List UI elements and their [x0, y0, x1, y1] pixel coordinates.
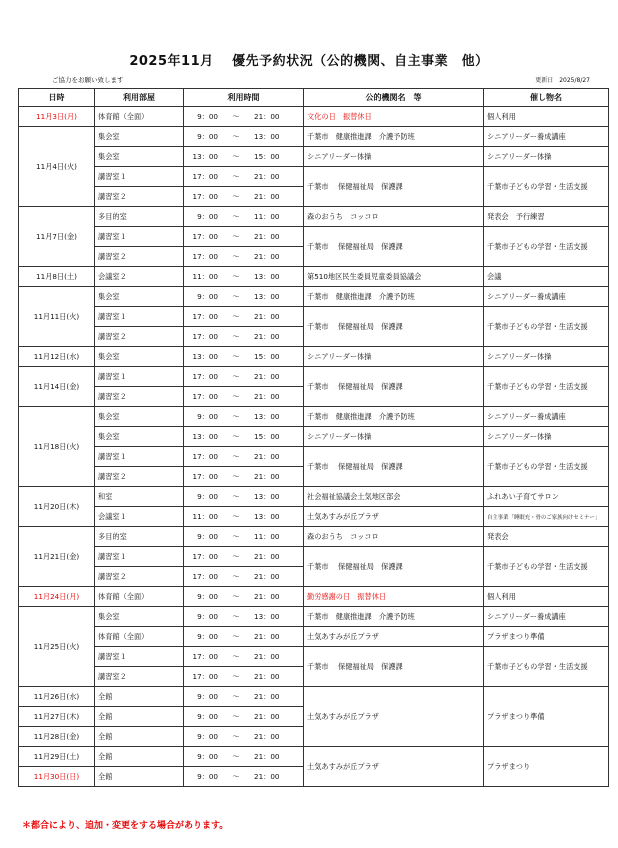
time-cell	[184, 107, 304, 127]
room-cell: 講習室１	[95, 307, 184, 327]
org-cell: シニアリーダー体操	[304, 347, 484, 367]
footer-note: ＊都合により、追加・変更をする場合があります。	[22, 821, 229, 831]
end-time: 21：00	[254, 571, 280, 581]
date-cell: 11月7日(金)	[19, 207, 95, 267]
end-time: 15：00	[254, 351, 280, 361]
org-cell: 社会福祉協議会土気地区部会	[304, 487, 484, 507]
start-time: 9：00	[197, 411, 218, 421]
date-cell: 11月21日(金)	[19, 527, 95, 587]
room-cell: 講習室２	[95, 667, 184, 687]
event-cell: プラザまつり	[484, 747, 609, 787]
start-time: 17：00	[192, 331, 218, 341]
start-time: 9：00	[197, 491, 218, 501]
room-cell: 会議室１	[95, 507, 184, 527]
date-cell: 11月28日(金)	[19, 727, 95, 747]
table-row	[19, 527, 609, 547]
header-date: 日時	[19, 89, 95, 107]
date-cell: 11月29日(土)	[19, 747, 95, 767]
date-cell: 11月18日(火)	[19, 407, 95, 487]
time-separator: ～	[232, 271, 240, 281]
room-cell: 講習室１	[95, 447, 184, 467]
start-time: 17：00	[192, 651, 218, 661]
end-time: 13：00	[254, 271, 280, 281]
start-time: 9：00	[197, 531, 218, 541]
room-cell: 講習室１	[95, 547, 184, 567]
table-body	[19, 107, 609, 787]
date-cell: 11月12日(水)	[19, 347, 95, 367]
org-cell: 土気あすみが丘プラザ	[304, 507, 484, 527]
room-cell: 体育館（全面）	[95, 587, 184, 607]
end-time: 13：00	[254, 611, 280, 621]
end-time: 13：00	[254, 511, 280, 521]
room-cell: 体育館（全面）	[95, 627, 184, 647]
date-cell: 11月8日(土)	[19, 267, 95, 287]
org-cell: 千葉市 保健福祉局 保護課	[304, 547, 484, 587]
time-cell	[184, 307, 304, 327]
time-separator: ～	[232, 411, 240, 421]
time-separator: ～	[232, 211, 240, 221]
room-cell: 全館	[95, 727, 184, 747]
org-cell: 千葉市 健康推進課 介護予防班	[304, 407, 484, 427]
time-separator: ～	[232, 631, 240, 641]
end-time: 21：00	[254, 731, 280, 741]
time-separator: ～	[232, 691, 240, 701]
room-cell: 和室	[95, 487, 184, 507]
start-time: 9：00	[197, 591, 218, 601]
start-time: 13：00	[192, 431, 218, 441]
start-time: 11：00	[192, 511, 218, 521]
start-time: 9：00	[197, 711, 218, 721]
org-cell: シニアリーダー体操	[304, 147, 484, 167]
time-separator: ～	[232, 491, 240, 501]
time-cell	[184, 567, 304, 587]
org-cell: 土気あすみが丘プラザ	[304, 747, 484, 787]
time-separator: ～	[232, 171, 240, 181]
start-time: 13：00	[192, 151, 218, 161]
end-time: 21：00	[254, 231, 280, 241]
table-row	[19, 107, 609, 127]
room-cell: 体育館（全面）	[95, 107, 184, 127]
table-row	[19, 127, 609, 147]
end-time: 11：00	[254, 211, 280, 221]
start-time: 17：00	[192, 551, 218, 561]
end-time: 21：00	[254, 591, 280, 601]
start-time: 17：00	[192, 451, 218, 461]
start-time: 9：00	[197, 111, 218, 121]
time-cell	[184, 607, 304, 627]
time-cell	[184, 227, 304, 247]
time-cell	[184, 507, 304, 527]
room-cell: 多目的室	[95, 207, 184, 227]
room-cell: 講習室１	[95, 367, 184, 387]
time-cell	[184, 767, 304, 787]
table-row	[19, 587, 609, 607]
room-cell: 集会室	[95, 407, 184, 427]
time-separator: ～	[232, 471, 240, 481]
time-cell	[184, 407, 304, 427]
date-cell: 11月24日(月)	[19, 587, 95, 607]
event-cell: シニアリーダー養成講座	[484, 287, 609, 307]
table-header-row	[19, 89, 609, 107]
event-cell: 自主事業「睡眠充・骨のご家族向けセミナー」	[484, 507, 609, 527]
event-cell: 千葉市子どもの学習・生活支援	[484, 307, 609, 347]
end-time: 21：00	[254, 751, 280, 761]
start-time: 17：00	[192, 391, 218, 401]
org-cell: 文化の日 振替休日	[304, 107, 484, 127]
room-cell: 講習室２	[95, 327, 184, 347]
end-time: 13：00	[254, 411, 280, 421]
time-cell	[184, 167, 304, 187]
time-cell	[184, 387, 304, 407]
table-row	[19, 547, 609, 567]
time-separator: ～	[232, 711, 240, 721]
room-cell: 全館	[95, 767, 184, 787]
table-row	[19, 627, 609, 647]
start-time: 9：00	[197, 691, 218, 701]
header-org: 公的機関名 等	[304, 89, 484, 107]
time-separator: ～	[232, 351, 240, 361]
time-separator: ～	[232, 191, 240, 201]
time-cell	[184, 367, 304, 387]
table-row	[19, 447, 609, 467]
time-separator: ～	[232, 551, 240, 561]
org-cell: 千葉市 保健福祉局 保護課	[304, 307, 484, 347]
time-cell	[184, 247, 304, 267]
end-time: 21：00	[254, 651, 280, 661]
start-time: 11：00	[192, 271, 218, 281]
start-time: 17：00	[192, 251, 218, 261]
org-cell: 土気あすみが丘プラザ	[304, 687, 484, 747]
time-separator: ～	[232, 651, 240, 661]
time-separator: ～	[232, 431, 240, 441]
org-cell: 千葉市 健康推進課 介護予防班	[304, 607, 484, 627]
table-row	[19, 207, 609, 227]
event-cell: 個人利用	[484, 587, 609, 607]
time-cell	[184, 427, 304, 447]
start-time: 9：00	[197, 211, 218, 221]
time-cell	[184, 347, 304, 367]
event-cell: 会議	[484, 267, 609, 287]
time-separator: ～	[232, 311, 240, 321]
time-separator: ～	[232, 391, 240, 401]
date-cell: 11月27日(木)	[19, 707, 95, 727]
end-time: 21：00	[254, 451, 280, 461]
date-cell: 11月14日(金)	[19, 367, 95, 407]
time-cell	[184, 747, 304, 767]
time-separator: ～	[232, 151, 240, 161]
time-cell	[184, 487, 304, 507]
time-cell	[184, 207, 304, 227]
end-time: 21：00	[254, 111, 280, 121]
room-cell: 講習室１	[95, 227, 184, 247]
event-cell: プラザまつり準備	[484, 627, 609, 647]
end-time: 21：00	[254, 371, 280, 381]
org-cell: 勤労感謝の日 振替休日	[304, 587, 484, 607]
event-cell: プラザまつり準備	[484, 687, 609, 747]
time-separator: ～	[232, 331, 240, 341]
table-row	[19, 407, 609, 427]
org-cell: 第510地区民生委員児童委員協議会	[304, 267, 484, 287]
time-cell	[184, 667, 304, 687]
event-cell: シニアリーダー養成講座	[484, 407, 609, 427]
room-cell: 全館	[95, 747, 184, 767]
event-cell: 千葉市子どもの学習・生活支援	[484, 447, 609, 487]
table-row	[19, 647, 609, 667]
table-row	[19, 487, 609, 507]
start-time: 17：00	[192, 171, 218, 181]
time-cell	[184, 627, 304, 647]
table-row	[19, 347, 609, 367]
room-cell: 会議室２	[95, 267, 184, 287]
start-time: 17：00	[192, 671, 218, 681]
table-row	[19, 147, 609, 167]
event-cell: 発表会 予行練習	[484, 207, 609, 227]
time-cell	[184, 467, 304, 487]
table-row	[19, 227, 609, 247]
end-time: 21：00	[254, 331, 280, 341]
start-time: 9：00	[197, 771, 218, 781]
date-cell: 11月26日(水)	[19, 687, 95, 707]
table-row	[19, 267, 609, 287]
time-separator: ～	[232, 131, 240, 141]
time-cell	[184, 287, 304, 307]
date-cell: 11月30日(日)	[19, 767, 95, 787]
table-row	[19, 687, 609, 707]
room-cell: 集会室	[95, 147, 184, 167]
table-row	[19, 167, 609, 187]
org-cell: 森のおうち コッコロ	[304, 527, 484, 547]
event-cell: 千葉市子どもの学習・生活支援	[484, 367, 609, 407]
end-time: 21：00	[254, 311, 280, 321]
time-cell	[184, 647, 304, 667]
room-cell: 集会室	[95, 127, 184, 147]
start-time: 17：00	[192, 571, 218, 581]
time-separator: ～	[232, 371, 240, 381]
start-time: 17：00	[192, 371, 218, 381]
end-time: 13：00	[254, 291, 280, 301]
table-row	[19, 287, 609, 307]
start-time: 9：00	[197, 731, 218, 741]
cooperation-note: ご協力をお願い致します	[52, 76, 124, 84]
event-cell: ふれあい子育てサロン	[484, 487, 609, 507]
event-cell: シニアリーダー体操	[484, 147, 609, 167]
time-cell	[184, 127, 304, 147]
start-time: 9：00	[197, 751, 218, 761]
event-cell: 千葉市子どもの学習・生活支援	[484, 547, 609, 587]
date-cell: 11月25日(火)	[19, 607, 95, 687]
end-time: 21：00	[254, 691, 280, 701]
end-time: 21：00	[254, 471, 280, 481]
event-cell: 千葉市子どもの学習・生活支援	[484, 647, 609, 687]
time-cell	[184, 187, 304, 207]
time-separator: ～	[232, 771, 240, 781]
org-cell: 森のおうち コッコロ	[304, 207, 484, 227]
room-cell: 講習室１	[95, 647, 184, 667]
room-cell: 集会室	[95, 427, 184, 447]
start-time: 17：00	[192, 471, 218, 481]
org-cell: 千葉市 保健福祉局 保護課	[304, 167, 484, 207]
time-cell	[184, 267, 304, 287]
table-row	[19, 507, 609, 527]
room-cell: 講習室１	[95, 167, 184, 187]
room-cell: 講習室２	[95, 187, 184, 207]
event-cell: シニアリーダー養成講座	[484, 607, 609, 627]
start-time: 9：00	[197, 291, 218, 301]
start-time: 17：00	[192, 311, 218, 321]
room-cell: 講習室２	[95, 387, 184, 407]
time-separator: ～	[232, 611, 240, 621]
end-time: 21：00	[254, 711, 280, 721]
end-time: 21：00	[254, 391, 280, 401]
time-separator: ～	[232, 751, 240, 761]
time-cell	[184, 447, 304, 467]
time-cell	[184, 727, 304, 747]
org-cell: 千葉市 保健福祉局 保護課	[304, 647, 484, 687]
start-time: 9：00	[197, 631, 218, 641]
end-time: 21：00	[254, 171, 280, 181]
updated-date: 更新日 2025/8/27	[535, 77, 590, 84]
org-cell: 千葉市 保健福祉局 保護課	[304, 227, 484, 267]
table-row	[19, 607, 609, 627]
header-room: 利用部屋	[95, 89, 184, 107]
table-row	[19, 747, 609, 767]
end-time: 21：00	[254, 631, 280, 641]
room-cell: 講習室２	[95, 467, 184, 487]
org-cell: シニアリーダー体操	[304, 427, 484, 447]
start-time: 17：00	[192, 231, 218, 241]
time-separator: ～	[232, 251, 240, 261]
org-cell: 千葉市 保健福祉局 保護課	[304, 447, 484, 487]
end-time: 15：00	[254, 151, 280, 161]
time-separator: ～	[232, 671, 240, 681]
room-cell: 全館	[95, 687, 184, 707]
date-cell: 11月20日(木)	[19, 487, 95, 527]
header-time: 利用時間	[184, 89, 304, 107]
start-time: 9：00	[197, 131, 218, 141]
table-row	[19, 367, 609, 387]
room-cell: 集会室	[95, 607, 184, 627]
start-time: 13：00	[192, 351, 218, 361]
end-time: 21：00	[254, 191, 280, 201]
time-separator: ～	[232, 451, 240, 461]
end-time: 13：00	[254, 131, 280, 141]
time-separator: ～	[232, 591, 240, 601]
header-event: 催し物名	[484, 89, 609, 107]
room-cell: 集会室	[95, 287, 184, 307]
time-separator: ～	[232, 111, 240, 121]
end-time: 21：00	[254, 551, 280, 561]
org-cell: 千葉市 健康推進課 介護予防班	[304, 287, 484, 307]
time-separator: ～	[232, 571, 240, 581]
end-time: 21：00	[254, 251, 280, 261]
room-cell: 多目的室	[95, 527, 184, 547]
end-time: 21：00	[254, 771, 280, 781]
time-cell	[184, 587, 304, 607]
time-cell	[184, 547, 304, 567]
time-cell	[184, 687, 304, 707]
start-time: 17：00	[192, 191, 218, 201]
time-cell	[184, 327, 304, 347]
room-cell: 全館	[95, 707, 184, 727]
time-separator: ～	[232, 231, 240, 241]
page-title: 2025年11月 優先予約状況（公的機関、自主事業 他）	[129, 54, 489, 69]
event-cell: 千葉市子どもの学習・生活支援	[484, 167, 609, 207]
time-cell	[184, 707, 304, 727]
end-time: 13：00	[254, 491, 280, 501]
start-time: 9：00	[197, 611, 218, 621]
time-separator: ～	[232, 731, 240, 741]
date-cell: 11月3日(月)	[19, 107, 95, 127]
event-cell: 個人利用	[484, 107, 609, 127]
time-separator: ～	[232, 531, 240, 541]
table-row	[19, 427, 609, 447]
table-row	[19, 307, 609, 327]
event-cell: シニアリーダー養成講座	[484, 127, 609, 147]
end-time: 21：00	[254, 671, 280, 681]
date-cell: 11月11日(火)	[19, 287, 95, 347]
room-cell: 講習室２	[95, 247, 184, 267]
org-cell: 千葉市 保健福祉局 保護課	[304, 367, 484, 407]
reservation-table	[18, 88, 609, 787]
time-cell	[184, 147, 304, 167]
date-cell: 11月4日(火)	[19, 127, 95, 207]
time-separator: ～	[232, 511, 240, 521]
end-time: 11：00	[254, 531, 280, 541]
end-time: 15：00	[254, 431, 280, 441]
time-separator: ～	[232, 291, 240, 301]
room-cell: 講習室２	[95, 567, 184, 587]
time-cell	[184, 527, 304, 547]
event-cell: 千葉市子どもの学習・生活支援	[484, 227, 609, 267]
event-cell: シニアリーダー体操	[484, 427, 609, 447]
room-cell: 集会室	[95, 347, 184, 367]
org-cell: 千葉市 健康推進課 介護予防班	[304, 127, 484, 147]
event-cell: 発表会	[484, 527, 609, 547]
event-cell: シニアリーダー体操	[484, 347, 609, 367]
org-cell: 土気あすみが丘プラザ	[304, 627, 484, 647]
